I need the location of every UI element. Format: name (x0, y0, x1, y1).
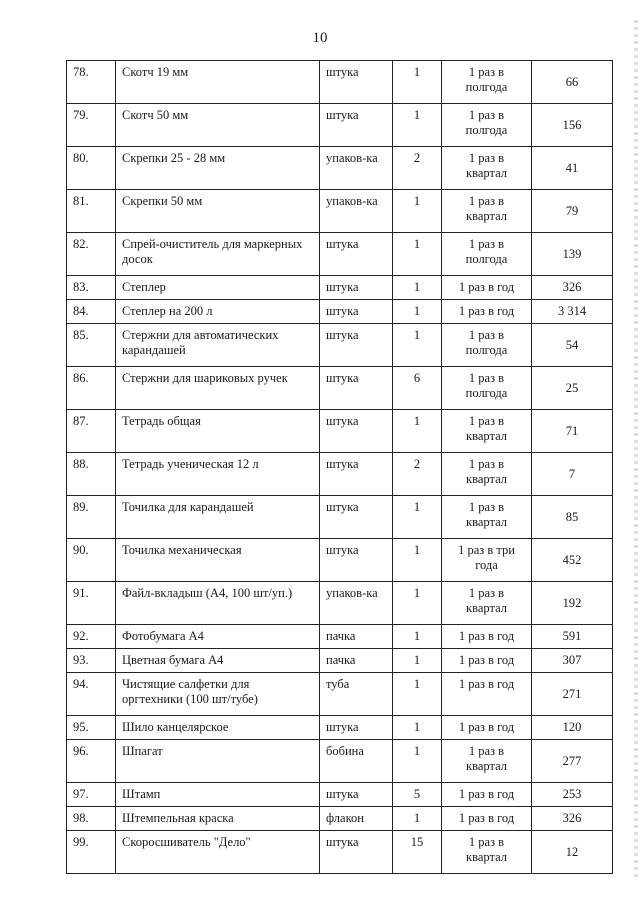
table-row (67, 190, 613, 233)
cell-item-name: Скотч 19 мм (116, 61, 320, 104)
cell-unit: штука (320, 831, 393, 874)
cell-price: 85 (532, 496, 613, 539)
cell-price: 139 (532, 233, 613, 276)
cell-row-number: 84. (67, 300, 116, 324)
cell-quantity: 1 (393, 716, 442, 740)
cell-quantity: 1 (393, 807, 442, 831)
cell-quantity: 15 (393, 831, 442, 874)
cell-item-name: Штемпельная краска (116, 807, 320, 831)
cell-unit: штука (320, 324, 393, 367)
table-row (67, 233, 613, 276)
cell-item-name: Штамп (116, 783, 320, 807)
cell-item-name: Чистящие салфетки для оргтехники (100 шт/тубе) (116, 673, 320, 716)
cell-row-number: 87. (67, 410, 116, 453)
cell-row-number: 91. (67, 582, 116, 625)
cell-frequency: 1 раз в полгода (442, 324, 532, 367)
cell-row-number: 83. (67, 276, 116, 300)
table-row (67, 740, 613, 783)
table-row (67, 104, 613, 147)
cell-row-number: 90. (67, 539, 116, 582)
cell-row-number: 78. (67, 61, 116, 104)
cell-quantity: 5 (393, 783, 442, 807)
cell-price: 25 (532, 367, 613, 410)
cell-item-name: Шпагат (116, 740, 320, 783)
cell-frequency: 1 раз в квартал (442, 190, 532, 233)
cell-unit: пачка (320, 649, 393, 673)
table-row (67, 410, 613, 453)
cell-quantity: 1 (393, 625, 442, 649)
cell-item-name: Точилка для карандашей (116, 496, 320, 539)
cell-frequency: 1 раз в год (442, 807, 532, 831)
cell-unit: штука (320, 276, 393, 300)
cell-price: 591 (532, 625, 613, 649)
cell-frequency: 1 раз в квартал (442, 740, 532, 783)
table-body (67, 61, 613, 874)
cell-price: 120 (532, 716, 613, 740)
table-row (67, 324, 613, 367)
cell-quantity: 2 (393, 147, 442, 190)
cell-unit: штука (320, 716, 393, 740)
cell-item-name: Стержни для шариковых ручек (116, 367, 320, 410)
cell-quantity: 1 (393, 649, 442, 673)
table-row (67, 831, 613, 874)
cell-unit: туба (320, 673, 393, 716)
cell-frequency: 1 раз в год (442, 783, 532, 807)
cell-unit: упаков-ка (320, 147, 393, 190)
cell-unit: штука (320, 233, 393, 276)
cell-price: 3 314 (532, 300, 613, 324)
cell-price: 326 (532, 807, 613, 831)
cell-item-name: Шило канцелярское (116, 716, 320, 740)
cell-item-name: Тетрадь ученическая 12 л (116, 453, 320, 496)
cell-unit: штука (320, 104, 393, 147)
cell-price: 156 (532, 104, 613, 147)
table-row (67, 582, 613, 625)
table-row (67, 453, 613, 496)
cell-frequency: 1 раз в квартал (442, 582, 532, 625)
table-row (67, 625, 613, 649)
cell-item-name: Скоросшиватель "Дело" (116, 831, 320, 874)
cell-item-name: Спрей-очиститель для маркерных досок (116, 233, 320, 276)
cell-frequency: 1 раз в квартал (442, 410, 532, 453)
cell-unit: бобина (320, 740, 393, 783)
cell-price: 54 (532, 324, 613, 367)
cell-frequency: 1 раз в полгода (442, 104, 532, 147)
cell-unit: упаков-ка (320, 582, 393, 625)
cell-quantity: 1 (393, 300, 442, 324)
cell-row-number: 99. (67, 831, 116, 874)
cell-row-number: 97. (67, 783, 116, 807)
cell-price: 307 (532, 649, 613, 673)
cell-frequency: 1 раз в год (442, 716, 532, 740)
cell-quantity: 1 (393, 233, 442, 276)
cell-quantity: 1 (393, 276, 442, 300)
cell-price: 271 (532, 673, 613, 716)
cell-item-name: Стержни для автоматических карандашей (116, 324, 320, 367)
cell-item-name: Степлер (116, 276, 320, 300)
cell-price: 71 (532, 410, 613, 453)
table-row (67, 807, 613, 831)
table-row (67, 367, 613, 410)
table-row (67, 649, 613, 673)
cell-price: 277 (532, 740, 613, 783)
cell-unit: штука (320, 61, 393, 104)
cell-unit: штука (320, 539, 393, 582)
cell-item-name: Степлер на 200 л (116, 300, 320, 324)
table-row (67, 276, 613, 300)
table-row (67, 300, 613, 324)
cell-price: 326 (532, 276, 613, 300)
cell-frequency: 1 раз в три года (442, 539, 532, 582)
cell-frequency: 1 раз в полгода (442, 233, 532, 276)
cell-unit: штука (320, 300, 393, 324)
cell-item-name: Скрепки 25 - 28 мм (116, 147, 320, 190)
cell-frequency: 1 раз в год (442, 300, 532, 324)
cell-unit: флакон (320, 807, 393, 831)
cell-price: 66 (532, 61, 613, 104)
cell-item-name: Тетрадь общая (116, 410, 320, 453)
cell-frequency: 1 раз в год (442, 673, 532, 716)
cell-row-number: 95. (67, 716, 116, 740)
cell-row-number: 94. (67, 673, 116, 716)
cell-item-name: Файл-вкладыш (А4, 100 шт/уп.) (116, 582, 320, 625)
cell-unit: штука (320, 496, 393, 539)
supplies-table (66, 60, 613, 874)
cell-frequency: 1 раз в квартал (442, 147, 532, 190)
cell-quantity: 1 (393, 61, 442, 104)
cell-row-number: 85. (67, 324, 116, 367)
cell-unit: пачка (320, 625, 393, 649)
cell-unit: штука (320, 367, 393, 410)
table-row (67, 673, 613, 716)
page-number: 10 (312, 30, 328, 46)
cell-frequency: 1 раз в год (442, 625, 532, 649)
cell-quantity: 1 (393, 104, 442, 147)
cell-frequency: 1 раз в полгода (442, 367, 532, 410)
table-row (67, 716, 613, 740)
cell-unit: штука (320, 783, 393, 807)
cell-quantity: 1 (393, 673, 442, 716)
table-row (67, 147, 613, 190)
cell-quantity: 1 (393, 740, 442, 783)
cell-row-number: 80. (67, 147, 116, 190)
cell-quantity: 1 (393, 190, 442, 233)
cell-frequency: 1 раз в год (442, 276, 532, 300)
cell-quantity: 1 (393, 539, 442, 582)
cell-item-name: Точилка механическая (116, 539, 320, 582)
cell-frequency: 1 раз в квартал (442, 496, 532, 539)
cell-row-number: 96. (67, 740, 116, 783)
cell-item-name: Скрепки 50 мм (116, 190, 320, 233)
cell-price: 253 (532, 783, 613, 807)
cell-quantity: 1 (393, 496, 442, 539)
cell-row-number: 79. (67, 104, 116, 147)
cell-price: 12 (532, 831, 613, 874)
cell-row-number: 81. (67, 190, 116, 233)
table-row (67, 539, 613, 582)
cell-frequency: 1 раз в полгода (442, 61, 532, 104)
cell-quantity: 1 (393, 582, 442, 625)
cell-price: 192 (532, 582, 613, 625)
table-row (67, 783, 613, 807)
table-row (67, 496, 613, 539)
cell-price: 79 (532, 190, 613, 233)
cell-price: 7 (532, 453, 613, 496)
cell-row-number: 86. (67, 367, 116, 410)
cell-price: 452 (532, 539, 613, 582)
cell-item-name: Цветная бумага А4 (116, 649, 320, 673)
cell-unit: упаков-ка (320, 190, 393, 233)
cell-frequency: 1 раз в квартал (442, 453, 532, 496)
cell-price: 41 (532, 147, 613, 190)
cell-item-name: Скотч 50 мм (116, 104, 320, 147)
cell-quantity: 1 (393, 324, 442, 367)
cell-quantity: 1 (393, 410, 442, 453)
cell-row-number: 92. (67, 625, 116, 649)
cell-unit: штука (320, 410, 393, 453)
cell-frequency: 1 раз в квартал (442, 831, 532, 874)
cell-item-name: Фотобумага А4 (116, 625, 320, 649)
cell-quantity: 6 (393, 367, 442, 410)
scan-margin-marks (634, 20, 638, 880)
cell-row-number: 98. (67, 807, 116, 831)
table-row (67, 61, 613, 104)
cell-row-number: 82. (67, 233, 116, 276)
cell-unit: штука (320, 453, 393, 496)
cell-row-number: 88. (67, 453, 116, 496)
cell-frequency: 1 раз в год (442, 649, 532, 673)
cell-row-number: 93. (67, 649, 116, 673)
cell-row-number: 89. (67, 496, 116, 539)
cell-quantity: 2 (393, 453, 442, 496)
